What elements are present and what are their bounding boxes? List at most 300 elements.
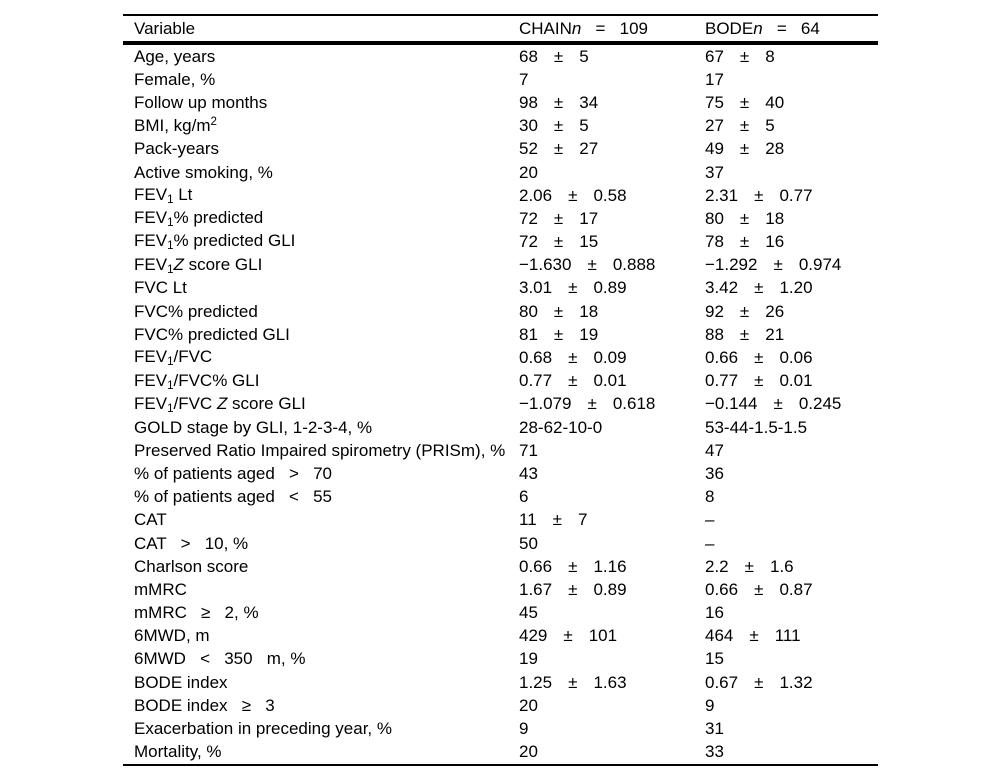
mean-value: 80 [705,208,724,228]
text-segment: CAT [134,510,167,530]
plus-minus-sign: ± [553,301,564,321]
variable-cell [123,719,519,739]
text-segment: = 64 [762,18,820,38]
mean-value: 81 [519,324,538,344]
table-row [123,578,878,601]
sd-value: 7 [578,510,588,530]
plus-minus-sign: ± [739,324,750,344]
text-segment: /FVC% GLI [173,370,260,390]
text-segment: % of patients aged < 55 [134,487,332,507]
bode-value-cell [705,418,878,438]
variable-cell [123,139,519,159]
plus-minus-sign: ± [568,185,578,205]
mean-value: 20 [519,695,538,715]
bode-value-cell [705,603,878,623]
mean-value: 0.66 [519,556,553,576]
variable-cell [123,696,519,716]
chain-value-cell [519,209,705,229]
text-segment: 6MWD < 350 m, % [134,649,306,669]
table-row [123,486,878,509]
bode-value-cell [705,302,878,322]
sd-value: 1.16 [593,556,627,576]
bode-value-cell [705,232,878,252]
table-row [123,717,878,740]
mean-value: 8 [705,487,715,507]
variable-cell [123,673,519,693]
bode-value-cell [705,649,878,669]
sd-value: 0.06 [779,348,813,368]
text-segment: Follow up months [134,92,268,112]
plus-minus-sign: ± [568,556,578,576]
bode-value-cell [705,510,878,530]
chain-value-cell [519,719,705,739]
text-segment: FVC Lt [134,278,187,298]
text-segment: CHAIN [519,18,572,38]
text-segment: 1 [167,379,174,392]
table-row [123,346,878,369]
variable-cell [123,208,519,229]
plus-minus-sign: ± [587,394,597,414]
mean-value: 0.77 [705,371,739,391]
mean-value: 33 [705,742,724,762]
plus-minus-sign: ± [553,116,564,136]
text-segment: /FVC [173,393,217,413]
text-segment: Z [216,393,228,413]
mean-value: 20 [519,162,538,182]
table-row [123,671,878,694]
text-segment: mMRC [134,579,187,599]
mean-value: 80 [519,301,538,321]
variable-cell [123,93,519,113]
sd-value: 40 [765,92,785,112]
sd-value: 0.01 [593,371,627,391]
variable-cell [123,185,519,206]
text-segment: BODE index ≥ 3 [134,695,275,715]
sd-value: 34 [579,92,599,112]
sd-value: 1.32 [779,672,813,692]
bode-value-cell [705,139,878,159]
text-segment: Preserved Ratio Impaired spirometry (PRISm), % [134,440,506,460]
mean-value: 429 [519,626,548,646]
variable-cell [123,510,519,530]
chain-value-cell [519,603,705,623]
plus-minus-sign: ± [739,232,750,252]
table-row [123,741,878,764]
mean-value: 1.25 [519,672,553,692]
sd-value: 0.888 [612,255,656,275]
mean-value: 31 [705,719,724,739]
mean-value: −1.079 [519,394,572,414]
mean-value: 2.06 [519,185,553,205]
table-row [123,393,878,416]
plus-minus-sign: ± [754,348,764,368]
mean-value: 88 [705,324,724,344]
variable-cell [123,302,519,322]
sd-value: 0.974 [798,255,842,275]
text-segment: FEV [134,231,168,251]
sd-value: 0.89 [593,278,627,298]
table-row [123,115,878,138]
mean-value: 6 [519,487,529,507]
plus-minus-sign: ± [739,46,750,66]
sd-value: 27 [579,139,599,159]
plus-minus-sign: ± [754,371,764,391]
text-segment: Exacerbation in preceding year, % [134,719,392,739]
mean-value: 30 [519,116,538,136]
bode-value-cell [705,534,878,554]
variable-cell [123,231,519,252]
table-row [123,602,878,625]
column-header-chain [519,19,705,39]
chain-value-cell [519,418,705,438]
text-segment: 2 [210,116,217,129]
text-segment: Age, years [134,46,216,66]
plus-minus-sign: ± [744,556,754,576]
mean-value: 43 [519,463,538,483]
text-segment: FVC% predicted GLI [134,324,290,344]
mean-value: 3.01 [519,278,553,298]
text-segment: % of patients aged > 70 [134,463,332,483]
text-segment: n [571,18,582,38]
table-row [123,184,878,207]
chain-value-cell [519,742,705,762]
text-segment: 1 [167,217,174,230]
mean-value: 0.77 [519,371,553,391]
sd-value: 0.89 [593,579,627,599]
table-row [123,277,878,300]
mean-value: 0.68 [519,348,553,368]
sd-value: 26 [765,301,785,321]
variable-cell [123,163,519,183]
mean-value: 78 [705,232,724,252]
cohort-characteristics-table [123,14,878,766]
text-segment: CAT > 10, % [134,533,249,553]
sd-value: 0.87 [779,579,813,599]
variable-cell [123,418,519,438]
chain-value-cell [519,487,705,507]
chain-value-cell [519,394,705,414]
bode-value-cell [705,557,878,577]
text-segment: BODE [705,18,754,38]
text-segment: score GLI [183,254,263,274]
chain-value-cell [519,696,705,716]
mean-value: 19 [519,649,538,669]
sd-value: 0.58 [593,185,627,205]
text-segment: FEV [134,185,168,205]
chain-value-cell [519,673,705,693]
plus-minus-sign: ± [568,278,578,298]
chain-value-cell [519,163,705,183]
mean-value: 15 [705,649,724,669]
mean-value: 0.67 [705,672,739,692]
sd-value: 0.618 [612,394,656,414]
text-segment: 1 [167,240,174,253]
mean-value: 11 [519,510,537,530]
plus-minus-sign: ± [773,394,783,414]
table-row [123,509,878,532]
plus-minus-sign: ± [739,116,750,136]
sd-value: 0.09 [593,348,627,368]
plus-minus-sign: ± [739,92,750,112]
plus-minus-sign: ± [754,672,764,692]
bode-value-cell [705,325,878,345]
variable-cell [123,47,519,67]
variable-cell [123,534,519,554]
variable-cell [123,649,519,669]
mean-value: −1.292 [705,255,758,275]
table-row [123,45,878,68]
chain-value-cell [519,47,705,67]
chain-value-cell [519,232,705,252]
table-row [123,323,878,346]
mean-value: 68 [519,46,538,66]
plus-minus-sign: ± [553,46,564,66]
variable-cell [123,557,519,577]
sd-value: 8 [765,46,775,66]
text-segment: 1 [167,263,174,276]
sd-value: 18 [579,301,599,321]
bode-value-cell [705,278,878,298]
text-segment: n [753,18,763,38]
text-segment: 1 [167,403,174,416]
chain-value-cell [519,649,705,669]
mean-value: 72 [519,208,538,228]
sd-value: 19 [579,324,599,344]
variable-cell [123,742,519,762]
mean-value: 37 [705,162,724,182]
table-row [123,625,878,648]
sd-value: 101 [588,626,618,646]
chain-value-cell [519,93,705,113]
chain-value-cell [519,626,705,646]
variable-cell [123,441,519,461]
text-segment: Charlson score [134,556,249,576]
plus-minus-sign: ± [754,278,764,298]
mean-value: 67 [705,46,724,66]
mean-value: 3.42 [705,278,739,298]
plus-minus-sign: ± [553,208,564,228]
plus-minus-sign: ± [773,255,783,275]
plus-minus-sign: ± [553,139,564,159]
text-segment: Female, % [134,69,216,89]
table-row [123,648,878,671]
mean-value: 52 [519,139,538,159]
text-segment: score GLI [227,393,306,413]
sd-value: 1.20 [779,278,813,298]
mean-value: 9 [519,719,529,739]
bode-value-cell [705,696,878,716]
table-row [123,532,878,555]
bode-value-cell [705,487,878,507]
plus-minus-sign: ± [568,672,578,692]
text-segment: Mortality, % [134,742,222,762]
mean-value: 20 [519,742,538,762]
variable-cell [123,255,519,276]
mean-value: 9 [705,695,715,715]
bode-value-cell [705,255,878,275]
bode-value-cell [705,209,878,229]
sd-value: 16 [765,232,785,252]
table-row [123,91,878,114]
bode-value-cell [705,70,878,90]
plus-minus-sign: ± [754,185,764,205]
chain-value-cell [519,139,705,159]
text-segment: % predicted GLI [173,231,296,251]
chain-value-cell [519,325,705,345]
sd-value: 21 [765,324,785,344]
text-segment: FEV [134,254,168,274]
mean-value: −1.630 [519,255,572,275]
bode-value-cell [705,673,878,693]
bode-value-cell [705,441,878,461]
table-body [123,45,878,766]
text-segment: FVC% predicted [134,301,258,321]
table-row [123,138,878,161]
variable-cell [123,325,519,345]
text-segment: = 109 [581,18,649,38]
mean-value: 71 [519,440,538,460]
chain-value-cell [519,278,705,298]
variable-cell [123,487,519,507]
chain-value-cell [519,348,705,368]
table-row [123,416,878,439]
mean-value: 16 [705,603,724,623]
sd-value: 0.77 [779,185,813,205]
sd-value: 5 [765,116,775,136]
plus-minus-sign: ± [552,510,562,530]
variable-cell [123,278,519,298]
mean-value: 464 [705,626,734,646]
variable-cell [123,464,519,484]
bode-value-cell [705,348,878,368]
mean-value: – [705,510,715,530]
plus-minus-sign: ± [568,348,578,368]
sd-value: 5 [579,46,589,66]
mean-value: 0.66 [705,348,739,368]
mean-value: 27 [705,116,724,136]
bode-value-cell [705,163,878,183]
bode-value-cell [705,464,878,484]
chain-value-cell [519,510,705,530]
variable-cell [123,626,519,646]
sd-value: 0.245 [798,394,842,414]
variable-cell [123,394,519,415]
table-row [123,694,878,717]
bode-value-cell [705,93,878,113]
chain-value-cell [519,557,705,577]
text-segment: BMI, kg/m [134,116,211,136]
text-segment: % predicted [173,208,264,228]
plus-minus-sign: ± [553,324,564,344]
sd-value: 1.63 [593,672,627,692]
text-segment: /FVC [173,347,213,367]
sd-value: 15 [579,232,599,252]
table-row [123,555,878,578]
table-header-row [123,14,878,45]
plus-minus-sign: ± [749,626,759,646]
mean-value: 2.31 [705,185,739,205]
chain-value-cell [519,464,705,484]
mean-value: – [705,533,715,553]
chain-value-cell [519,371,705,391]
mean-value: −0.144 [705,394,758,414]
mean-value: 72 [519,232,538,252]
mean-value: 0.66 [705,579,739,599]
variable-cell [123,70,519,90]
sd-value: 111 [774,626,801,646]
chain-value-cell [519,116,705,136]
mean-value: 45 [519,603,538,623]
plus-minus-sign: ± [568,371,578,391]
bode-value-cell [705,626,878,646]
column-header-variable: Variable [134,18,196,38]
table-row [123,462,878,485]
text-segment: FEV [134,208,168,228]
plus-minus-sign: ± [553,232,564,252]
sd-value: 17 [579,208,599,228]
bode-value-cell [705,719,878,739]
sd-value: 0.01 [779,371,813,391]
mean-value: 2.2 [705,556,729,576]
variable-cell [123,371,519,392]
mean-value: 50 [519,533,538,553]
mean-value: 36 [705,463,724,483]
plus-minus-sign: ± [739,301,750,321]
plus-minus-sign: ± [568,579,578,599]
variable-cell [123,603,519,623]
sd-value: 1.6 [769,556,794,576]
table-row [123,231,878,254]
mean-value: 28-62-10-0 [519,417,603,437]
table-row [123,300,878,323]
bode-value-cell [705,186,878,206]
plus-minus-sign: ± [563,626,573,646]
table-row [123,370,878,393]
text-segment: FEV [134,347,168,367]
plus-minus-sign: ± [739,139,750,159]
bode-value-cell [705,47,878,67]
text-segment: GOLD stage by GLI, 1-2-3-4, % [134,417,373,437]
variable-cell [123,116,519,136]
table-row [123,207,878,230]
chain-value-cell [519,534,705,554]
chain-value-cell [519,580,705,600]
text-segment: Active smoking, % [134,162,273,182]
text-segment: 1 [167,356,174,369]
chain-value-cell [519,302,705,322]
chain-value-cell [519,255,705,275]
plus-minus-sign: ± [754,579,764,599]
text-segment: 1 [167,194,174,207]
mean-value: 1.67 [519,579,553,599]
chain-value-cell [519,70,705,90]
text-segment: 6MWD, m [134,626,210,646]
sd-value: 18 [765,208,785,228]
bode-value-cell [705,371,878,391]
text-segment: BODE index [134,672,228,692]
mean-value: 7 [519,69,529,89]
chain-value-cell [519,441,705,461]
text-segment: Pack-years [134,139,220,159]
table-row [123,254,878,277]
bode-value-cell [705,742,878,762]
mean-value: 92 [705,301,724,321]
plus-minus-sign: ± [587,255,597,275]
variable-cell [123,580,519,600]
table-row [123,68,878,91]
text-segment: Z [173,254,184,274]
text-segment: Lt [173,185,193,205]
